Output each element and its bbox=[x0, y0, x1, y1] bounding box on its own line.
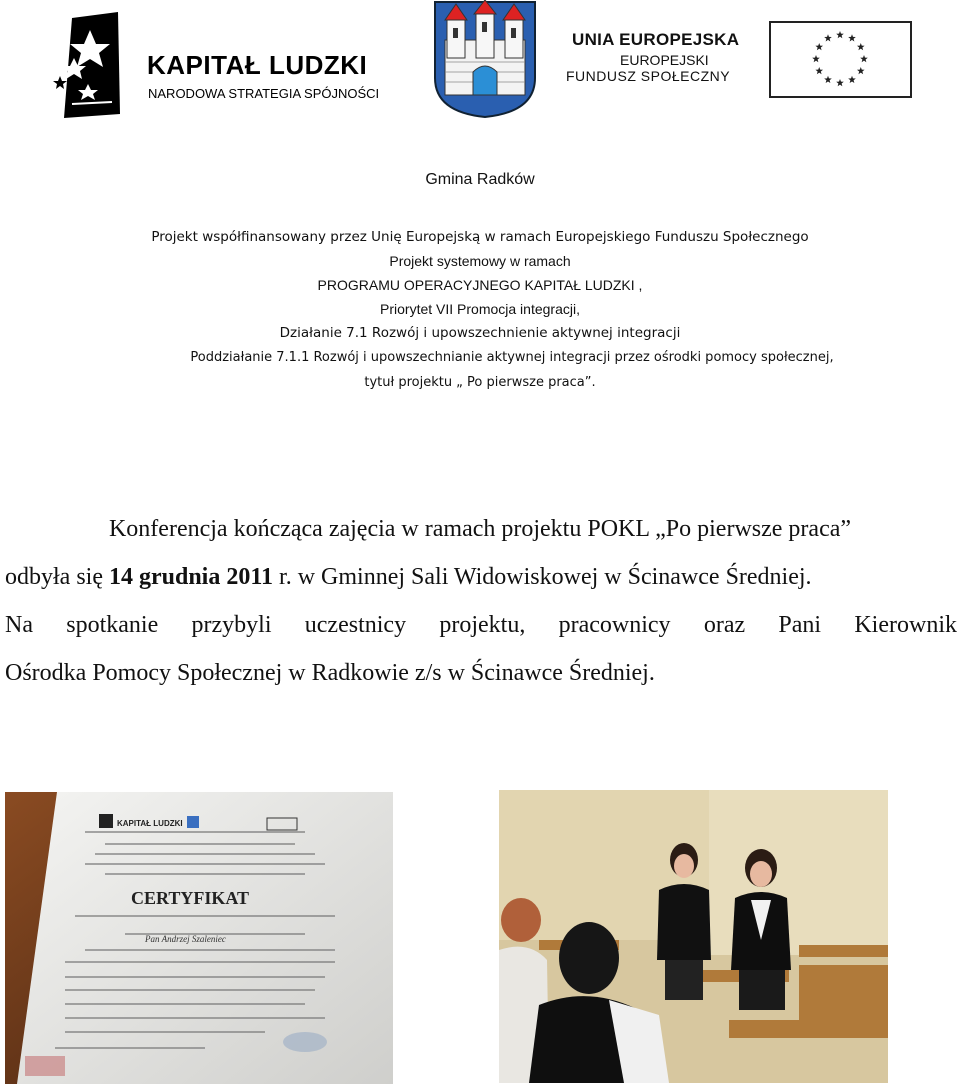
ue-line-3: FUNDUSZ SPOŁECZNY bbox=[566, 68, 731, 84]
header-line-7: tytuł projektu „ Po pierwsze praca”. bbox=[364, 375, 596, 390]
kapital-ludzki-logo bbox=[52, 10, 392, 120]
certificate-photo bbox=[5, 792, 393, 1084]
eu-star-icon bbox=[836, 31, 844, 38]
gmina-title: Gmina Radków bbox=[425, 171, 535, 188]
ue-line-1: UNIA EUROPEJSKA bbox=[572, 30, 740, 49]
ue-line-2: EUROPEJSKI bbox=[620, 52, 709, 68]
eu-star-icon bbox=[857, 43, 865, 50]
event-date: 14 grudnia 2011 bbox=[108, 564, 274, 590]
conference-photo bbox=[499, 790, 888, 1083]
header-line-6: Poddziałanie 7.1.1 Rozwój i upowszechnianie aktywnej integracji przez ośrodki pomocy społecznej, bbox=[190, 350, 834, 365]
ue-efs-logo bbox=[566, 30, 761, 90]
certificate-logo-text: KAPITAŁ LUDZKI bbox=[117, 819, 183, 828]
eu-star-icon bbox=[815, 67, 823, 74]
certificate-name: Pan Andrzej Szaleniec bbox=[145, 934, 226, 944]
body-line-3: Na spotkanie przybyli uczestnicy projektu, pracownicy oraz Pani Kierownik bbox=[5, 612, 957, 638]
eu-star-icon bbox=[857, 67, 865, 74]
eu-star-icon bbox=[848, 34, 856, 41]
body-line-1: Konferencja kończąca zajęcia w ramach projektu POKL „Po pierwsze praca” bbox=[108, 516, 852, 542]
kapital-ludzki-subtitle: NARODOWA STRATEGIA SPÓJNOŚCI bbox=[148, 86, 380, 101]
body-line-2-post: r. w Gminnej Sali Widowiskowej w Ścinawce Średniej. bbox=[273, 564, 812, 590]
header-line-2: Projekt systemowy w ramach bbox=[389, 253, 571, 269]
eu-star-icon bbox=[812, 55, 820, 62]
body-line-4: Ośrodka Pomocy Społecznej w Radkowie z/s w Ścinawce Średniej. bbox=[5, 660, 655, 686]
certificate-heading: CERTYFIKAT bbox=[131, 888, 250, 908]
header-line-1: Projekt współfinansowany przez Unię Europejską w ramach Europejskiego Funduszu Społecznego bbox=[151, 229, 809, 245]
header-line-3: PROGRAMU OPERACYJNEGO KAPITAŁ LUDZKI , bbox=[317, 277, 643, 293]
eu-flag-icon bbox=[769, 21, 912, 98]
eu-star-icon bbox=[824, 34, 832, 41]
header-line-4: Priorytet VII Promocja integracji, bbox=[380, 301, 580, 317]
eu-star-icon bbox=[848, 76, 856, 83]
kapital-ludzki-emblem-icon bbox=[52, 10, 147, 120]
header-line-5: Działanie 7.1 Rozwój i upowszechnienie aktywnej integracji bbox=[279, 325, 681, 341]
eu-star-icon bbox=[836, 79, 844, 86]
eu-star-icon bbox=[860, 55, 868, 62]
kapital-ludzki-title: KAPITAŁ LUDZKI bbox=[147, 50, 368, 80]
body-line-2-pre: odbyła się bbox=[5, 564, 109, 590]
radkow-coat-of-arms-icon bbox=[433, 0, 537, 118]
body-line-2 bbox=[5, 564, 812, 591]
eu-star-icon bbox=[815, 43, 823, 50]
eu-star-icon bbox=[824, 76, 832, 83]
